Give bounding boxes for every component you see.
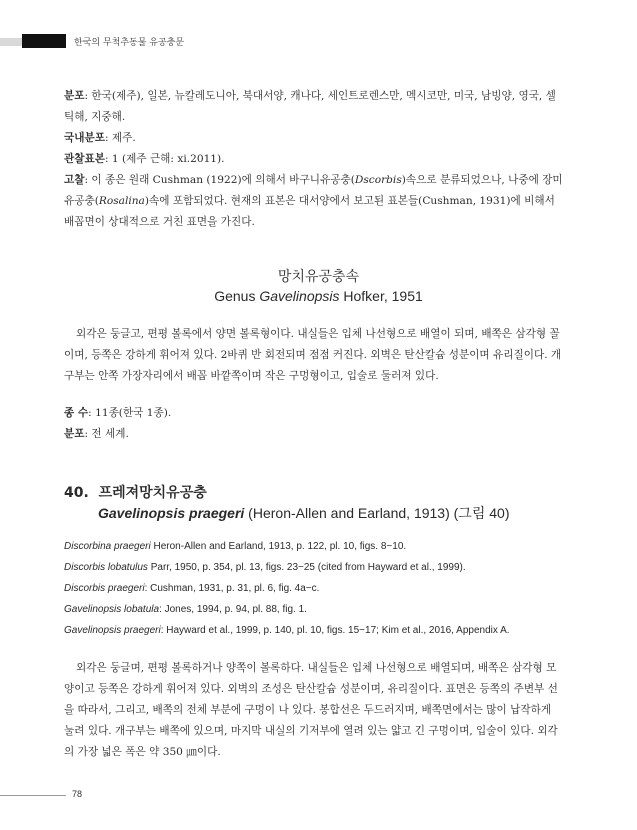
remark-label: 고찰 [64,174,85,186]
page-number: 78 [72,789,83,799]
remark-text: )속에 포함되었다. 현재의 표본은 대서양에서 보고된 표본들(Cushman, 1931)에 비해서 배꼽면이 상대적으로 거친 표면을 가진다. [64,195,555,228]
genus-latin-title [0,288,637,304]
species-author: (Heron-Allen and Earland, 1913) (그림 40) [244,505,510,521]
footer-rule [0,795,66,796]
header-block [22,34,66,48]
synonym-entry [64,541,406,552]
specimen-paragraph [64,149,564,170]
korea-distribution-text: : 제주. [104,132,136,144]
distribution-paragraph [64,86,564,128]
remark-text: )속으로 분류되었으나, 나중에 장미유공충( [64,174,563,207]
synonym-ref: Heron-Allen and Earland, 1913, p. 122, pl. 10, figs. 8−10. [150,541,407,552]
distribution-text: : 한국(제주), 일본, 뉴칼레도니아, 북대서양, 캐나다, 세인트로렌스만, 멕시코만, 미국, 남빙양, 영국, 셀틱해, 지중해. [64,90,556,123]
remark-genus-name: Dscorbis [354,174,402,186]
species-count-label: 종 수 [64,407,89,419]
running-title: 한국의 무척추동물 유공충문 [74,38,185,48]
synonym-name: Gavelinopsis praegeri [64,625,161,636]
distribution-label: 분포 [64,90,85,102]
synonym-entry [64,625,510,636]
genus-distribution-text: : 전 세계. [84,428,129,440]
species-latin-heading [98,503,509,523]
species-count-text: : 11종(한국 1종). [88,407,172,419]
genus-prefix: Genus [214,288,260,304]
species-description: 외각은 둥글며, 편평 볼록하거나 양쪽이 볼록하다. 내실들은 입체 나선형으로 배열되며, 배쪽은 삼각형 모양이고 등쪽은 강하게 휘어져 있다. 외벽의 조성은 탄산칼슘 성분이며, 유리질이다. 표면은 등쪽의 주변부 선을 따라서, 그리고, 배쪽의 전체 부분에 구멍이 나 있다. 봉합선은 두드러지며, 배쪽면에서는 많이 납작하게 눌려 있다. 개구부는 배쪽에 있으며, 마지막 내실의 기저부에 열려 있는 얇고 긴 구멍이며, 입술이 있다. 외각의 가장 넓은 폭은 약 350 ㎛이다. [64,662,558,758]
synonym-name: Discorbis lobatulus [64,562,148,573]
synonym-ref: : Hayward et al., 1999, p. 140, pl. 10, figs. 15−17; Kim et al., 2016, Appendix A. [160,625,510,636]
species-latin-name: Gavelinopsis praegeri [98,505,245,521]
synonym-ref: : Jones, 1994, p. 94, pl. 88, fig. 1. [159,604,307,615]
synonym-ref: Parr, 1950, p. 354, pl. 13, figs. 23−25 (cited from Hayward et al., 1999). [147,562,466,573]
synonym-entry [64,604,307,615]
species-number: 40. [64,485,89,501]
synonym-entry [64,583,319,594]
remark-genus-name: Rosalina [98,195,145,207]
synonym-name: Discorbina praegeri [64,541,151,552]
synonym-name: Discorbis praegeri [64,583,145,594]
genus-korean-title: 망치유공충속 [277,269,360,285]
species-heading [64,482,207,502]
specimen-text: : 1 (제주 근해: xi.2011). [104,153,225,165]
synonym-entry [64,562,466,573]
korea-distribution-paragraph [64,128,564,149]
specimen-label: 관찰표본 [64,153,105,165]
synonym-ref: : Cushman, 1931, p. 31, pl. 6, fig. 4a−c. [144,583,320,594]
korea-distribution-label: 국내분포 [64,132,105,144]
genus-distribution-label: 분포 [64,428,85,440]
remark-paragraph [64,170,564,233]
genus-distribution-paragraph [64,424,564,445]
species-count-paragraph [64,403,564,424]
genus-name: Gavelinopsis [259,288,340,304]
species-korean-name: 프레져망치유공충 [98,485,207,501]
remark-text: : 이 종은 원래 Cushman (1922)에 의해서 바구니유공충( [84,174,355,186]
synonym-name: Gavelinopsis lobatula [64,604,160,615]
genus-description: 외각은 둥글고, 편평 볼록에서 양면 볼록형이다. 내실들은 입체 나선형으로 배열이 되며, 배쪽은 삼각형 꼴이며, 등쪽은 강하게 휘어져 있다. 2바퀴 반 회전되며 점점 커진다. 외벽은 탄산칼슘 성분이며 유리질이다. 개구부는 안쪽 가장자리에서 배꼽 바깥쪽이며 작은 구멍형이고, 입술로 둘러져 있다. [64,328,562,382]
genus-author: Hofker, 1951 [339,288,423,304]
